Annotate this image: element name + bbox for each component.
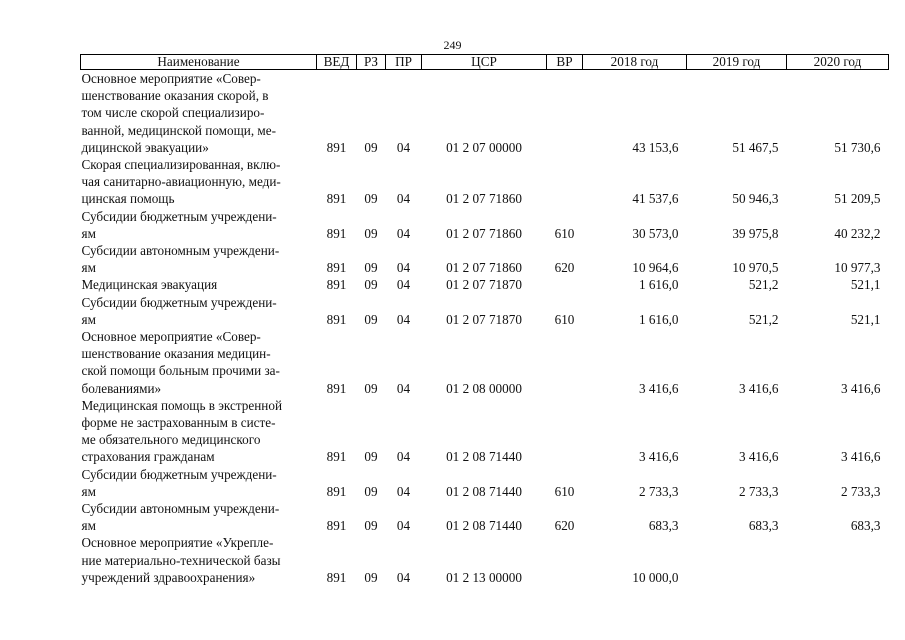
row-value-2019: 3 416,6 <box>738 380 779 396</box>
row-rz: 09 <box>364 277 378 293</box>
row-value-2019: 2 733,3 <box>738 483 779 499</box>
page-number: 249 <box>443 38 462 52</box>
row-value-2018: 10 964,6 <box>632 260 679 276</box>
row-value-2018: 3 416,6 <box>638 380 679 396</box>
row-rz: 09 <box>364 260 378 276</box>
table-row <box>81 328 889 397</box>
row-ved: 891 <box>326 225 347 241</box>
row-vr <box>547 328 583 397</box>
col-header-ved: ВЕД <box>317 55 357 70</box>
row-value-2019: 10 970,5 <box>732 260 779 276</box>
row-rz: 09 <box>364 380 378 396</box>
row-pr: 04 <box>396 518 411 534</box>
row-rz: 09 <box>364 225 378 241</box>
row-ved: 891 <box>326 449 347 465</box>
row-rz: 09 <box>364 483 378 499</box>
row-rz: 09 <box>364 191 378 207</box>
row-name: Субсидии автономным учреждени- ям <box>81 243 280 276</box>
row-name: Субсидии бюджетным учреждени- ям <box>81 294 277 327</box>
table-row <box>81 500 889 534</box>
row-csr: 01 2 07 71860 <box>446 225 522 241</box>
col-header-pr: ПР <box>386 55 422 70</box>
row-value-2020: 10 977,3 <box>834 260 881 276</box>
header-row <box>81 55 889 70</box>
row-pr: 04 <box>396 449 411 465</box>
table-row <box>81 242 889 276</box>
row-value-2018: 1 616,0 <box>638 311 679 327</box>
table-row <box>81 294 889 328</box>
row-csr: 01 2 07 71870 <box>446 277 522 293</box>
row-vr: 610 <box>554 311 575 327</box>
row-value-2020: 521,1 <box>850 277 881 293</box>
row-csr: 01 2 08 71440 <box>446 518 522 534</box>
row-vr <box>547 276 583 293</box>
row-name: Основное мероприятие «Укрепле- ние материально-технической базы учреждений здравоохранения» <box>81 535 281 585</box>
row-name: Основное мероприятие «Совер- шенствование оказания скорой, в том числе скорой специализиро- ванной, медицинской помощи, ме- дицинской эвакуации» <box>81 71 277 155</box>
row-csr: 01 2 08 00000 <box>446 380 522 396</box>
table-row <box>81 534 889 586</box>
table-row <box>81 276 889 293</box>
row-csr: 01 2 08 71440 <box>446 483 522 499</box>
row-value-2019: 521,2 <box>748 311 779 327</box>
row-name: Основное мероприятие «Совер- шенствование оказания медицин- ской помощи больным прочими за- болеваниями» <box>81 329 280 396</box>
row-rz: 09 <box>364 569 378 585</box>
row-value-2020 <box>787 534 889 586</box>
table-row <box>81 208 889 242</box>
row-value-2019: 3 416,6 <box>738 449 779 465</box>
row-value-2020: 2 733,3 <box>840 483 881 499</box>
row-value-2020: 51 730,6 <box>834 139 881 155</box>
row-vr: 610 <box>554 483 575 499</box>
row-value-2020: 3 416,6 <box>840 380 881 396</box>
row-vr: 620 <box>554 260 575 276</box>
row-vr <box>547 397 583 466</box>
table-row <box>81 70 889 157</box>
row-value-2020: 683,3 <box>850 518 881 534</box>
row-rz: 09 <box>364 449 378 465</box>
row-ved: 891 <box>326 483 347 499</box>
row-pr: 04 <box>396 277 411 293</box>
row-csr: 01 2 07 71870 <box>446 311 522 327</box>
row-ved: 891 <box>326 277 347 293</box>
row-csr: 01 2 08 71440 <box>446 449 522 465</box>
col-header-csr: ЦСР <box>422 55 547 70</box>
table-row <box>81 397 889 466</box>
row-pr: 04 <box>396 483 411 499</box>
row-value-2018: 1 616,0 <box>638 277 679 293</box>
row-csr: 01 2 07 00000 <box>446 139 522 155</box>
row-value-2019: 51 467,5 <box>732 139 779 155</box>
row-value-2018: 43 153,6 <box>632 139 679 155</box>
row-name: Медицинская помощь в экстренной форме не застрахованным в систе- ме обязательного медицинского страхования гражданам <box>81 397 283 465</box>
row-name: Медицинская эвакуация <box>81 277 218 293</box>
row-pr: 04 <box>396 260 411 276</box>
row-value-2018: 2 733,3 <box>638 483 679 499</box>
row-value-2019: 39 975,8 <box>732 225 779 241</box>
row-name: Субсидии автономным учреждени- ям <box>81 501 280 534</box>
budget-table <box>80 54 889 586</box>
row-ved: 891 <box>326 380 347 396</box>
row-value-2018: 41 537,6 <box>632 191 679 207</box>
row-name: Субсидии бюджетным учреждени- ям <box>81 466 277 499</box>
row-pr: 04 <box>396 139 411 155</box>
row-ved: 891 <box>326 311 347 327</box>
row-csr: 01 2 07 71860 <box>446 260 522 276</box>
row-value-2018: 10 000,0 <box>632 569 679 585</box>
table-row <box>81 466 889 500</box>
col-header-rz: РЗ <box>357 55 386 70</box>
col-header-name: Наименование <box>81 55 317 70</box>
row-ved: 891 <box>326 569 347 585</box>
row-pr: 04 <box>396 191 411 207</box>
col-header-2018: 2018 год <box>583 55 687 70</box>
row-pr: 04 <box>396 311 411 327</box>
row-pr: 04 <box>396 225 411 241</box>
row-value-2018: 683,3 <box>648 518 679 534</box>
row-pr: 04 <box>396 569 411 585</box>
row-value-2019 <box>687 534 787 586</box>
row-pr: 04 <box>396 380 411 396</box>
row-vr <box>547 156 583 208</box>
row-value-2018: 3 416,6 <box>638 449 679 465</box>
row-csr: 01 2 07 71860 <box>446 191 522 207</box>
row-vr: 610 <box>554 225 575 241</box>
col-header-2019: 2019 год <box>687 55 787 70</box>
row-name: Скорая специализированная, вклю- чая санитарно-авиационную, меди- цинская помощь <box>81 157 281 207</box>
row-rz: 09 <box>364 139 378 155</box>
row-value-2020: 521,1 <box>850 311 881 327</box>
row-value-2018: 30 573,0 <box>632 225 679 241</box>
row-value-2019: 521,2 <box>748 277 779 293</box>
row-vr: 620 <box>554 518 575 534</box>
col-header-vr: ВР <box>547 55 583 70</box>
row-vr <box>547 70 583 157</box>
row-name: Субсидии бюджетным учреждени- ям <box>81 208 277 241</box>
row-value-2019: 50 946,3 <box>732 191 779 207</box>
row-ved: 891 <box>326 260 347 276</box>
row-value-2020: 3 416,6 <box>840 449 881 465</box>
row-value-2020: 40 232,2 <box>834 225 881 241</box>
table-row <box>81 156 889 208</box>
row-rz: 09 <box>364 311 378 327</box>
row-value-2020: 51 209,5 <box>834 191 881 207</box>
row-vr <box>547 534 583 586</box>
row-csr: 01 2 13 00000 <box>446 569 522 585</box>
row-value-2019: 683,3 <box>748 518 779 534</box>
col-header-2020: 2020 год <box>787 55 889 70</box>
row-rz: 09 <box>364 518 378 534</box>
row-ved: 891 <box>326 139 347 155</box>
row-ved: 891 <box>326 518 347 534</box>
row-ved: 891 <box>326 191 347 207</box>
